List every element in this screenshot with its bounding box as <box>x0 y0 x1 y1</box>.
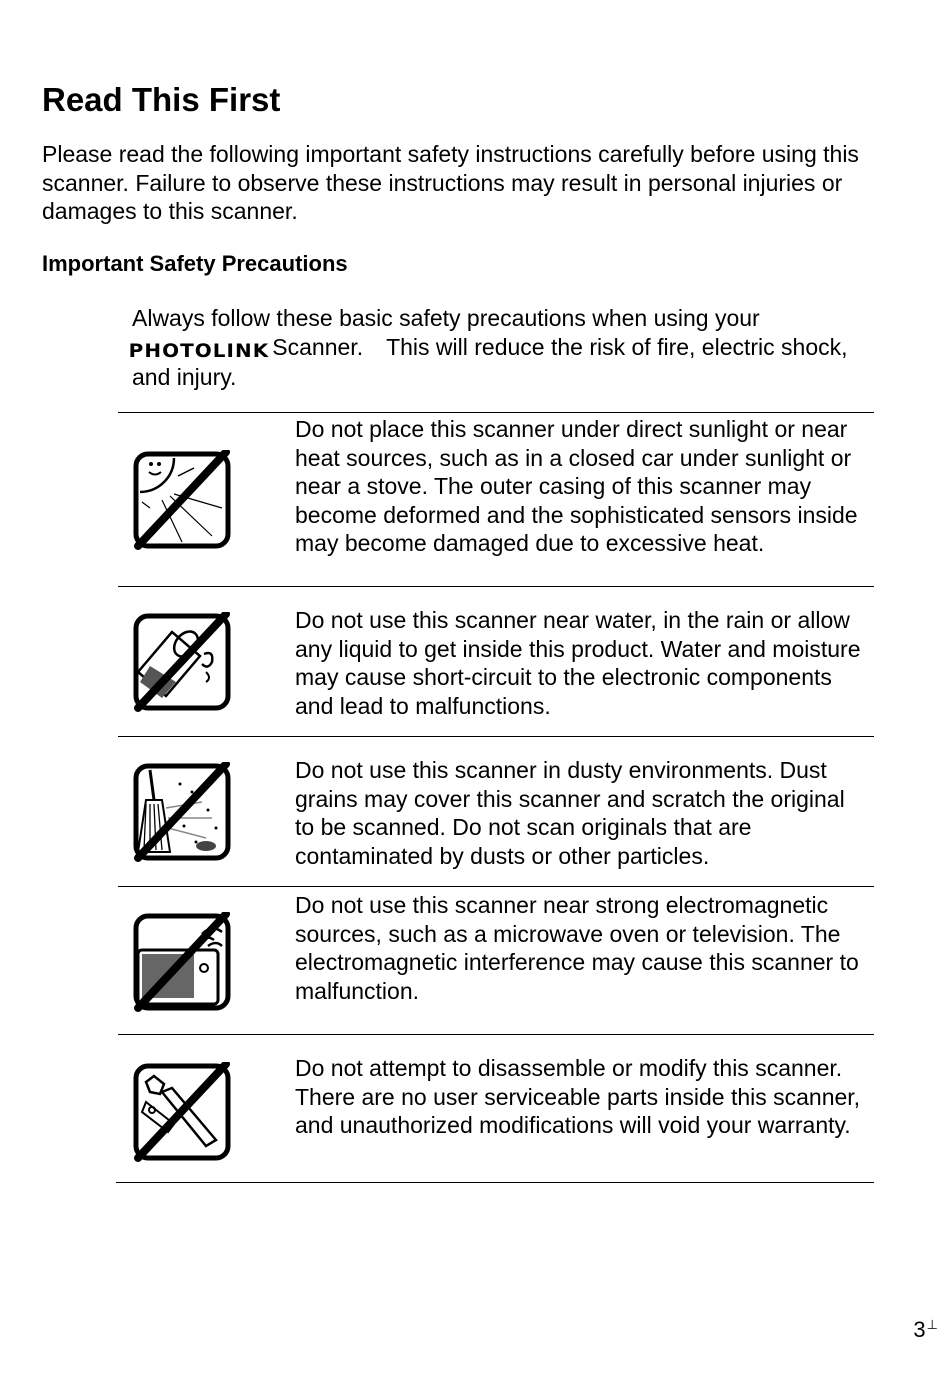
table-rule <box>118 736 874 737</box>
precaution-text: Do not attempt to disassemble or modify this scanner. There are no user serviceable parts inside this scanner, and unauthorized modifications will void your warranty. <box>295 1055 866 1138</box>
no-water-icon <box>132 612 232 712</box>
no-disassembly-icon <box>132 1062 232 1162</box>
table-rule-top <box>118 412 874 413</box>
no-dust-icon <box>132 762 232 862</box>
precaution-text: Do not use this scanner in dusty environments. Dust grains may cover this scanner and scratch the original to be scanned. Do not scan originals that are contaminated by dusts or other particles. <box>295 757 845 869</box>
precaution-text: Do not place this scanner under direct sunlight or near heat sources, such as in a closed car under sunlight or near a stove. The outer casing of this scanner may become deformed and the sophisticated sensors inside may become damaged due to excessive heat. <box>295 416 858 556</box>
page-title: Read This First <box>42 81 281 118</box>
table-rule <box>118 1034 874 1035</box>
section-heading: Important Safety Precautions <box>42 251 348 276</box>
table-rule <box>118 586 874 587</box>
intro-paragraph: Please read the following important safety instructions carefully before using this scanner. Failure to observe these instructions may result in personal injuries or damages to this scanner. <box>42 141 859 224</box>
table-rule <box>118 886 874 887</box>
lead-text-start: Always follow these basic safety precautions when using your <box>132 305 760 331</box>
no-sunlight-icon <box>132 450 232 550</box>
page-number <box>913 1312 938 1343</box>
no-electromagnetic-icon <box>132 912 232 1012</box>
precaution-text: Do not use this scanner near water, in the rain or allow any liquid to get inside this product. Water and moisture may cause short-circuit to the electronic components and lead to malfunctions. <box>295 607 861 719</box>
page-mark: ⊥ <box>926 1317 938 1332</box>
page-number-value: 3 <box>913 1317 926 1342</box>
photolink-logo: PHOTOLINK <box>128 339 270 362</box>
lead-text-end: Scanner. This will reduce the risk of fire, electric shock, and injury. <box>132 333 848 390</box>
precaution-text: Do not use this scanner near strong electromagnetic sources, such as a microwave oven or television. The electromagnetic interference may cause this scanner to malfunction. <box>295 892 859 1004</box>
lead-paragraph <box>128 304 892 392</box>
table-rule-bottom <box>116 1182 874 1183</box>
